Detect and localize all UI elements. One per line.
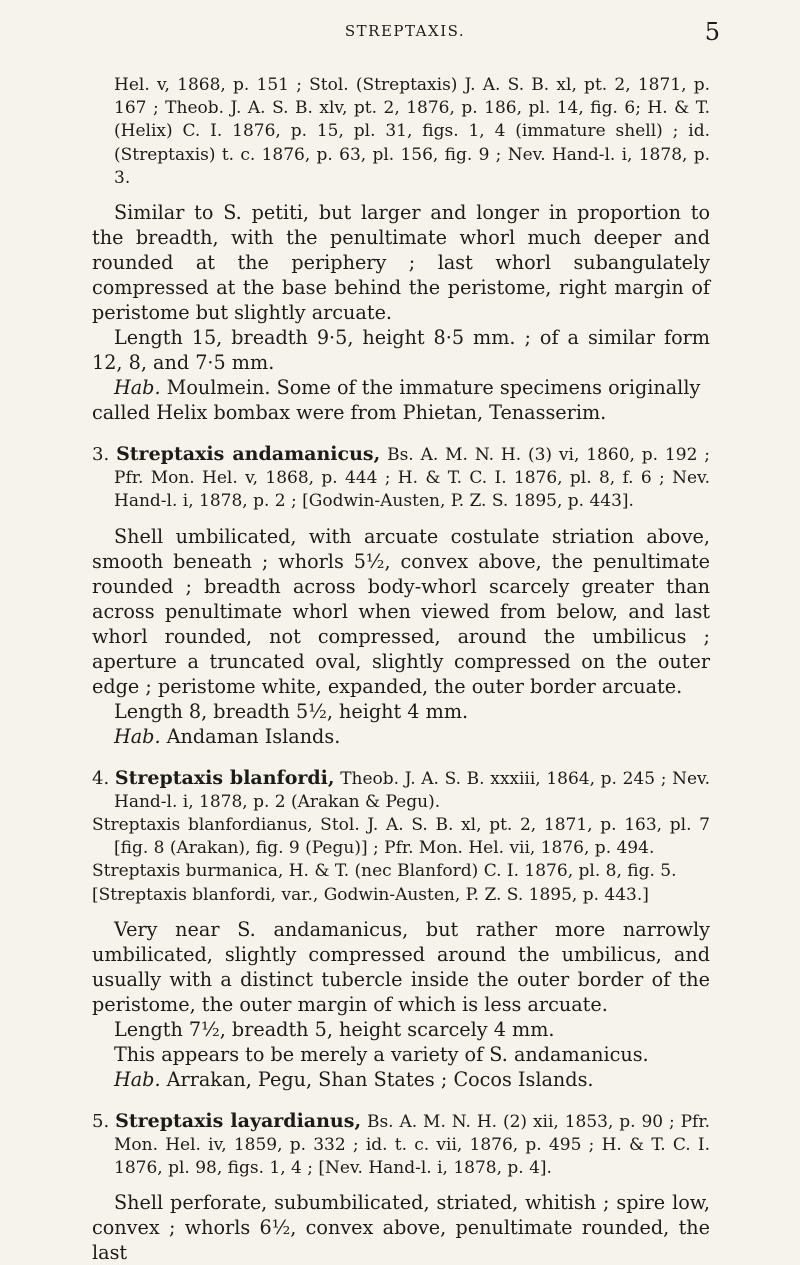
species-description: Shell umbilicated, with arcuate costulate striation above, smooth beneath ; whorls 5½, convex above, the penultimate rounded ; breadth across body-whorl scarcely greater than across penultimate whorl when viewed from below, and last whorl rounded, not compressed, around the umbilicus ; aperture a truncated oval, slightly compressed on the outer edge ; peristome white, expanded, the outer border arcuate. <box>92 524 710 698</box>
habitat-label: Hab. <box>114 1067 161 1091</box>
page-header <box>90 20 720 50</box>
synonym-reference: Streptaxis burmanica, H. & T. (nec Blanford) C. I. 1876, pl. 8, fig. 5. <box>92 861 677 882</box>
species-heading <box>92 766 711 814</box>
measurements: Length 15, breadth 9·5, height 8·5 mm. ; of a similar form 12, 8, and 7·5 mm. <box>92 326 710 375</box>
page-content <box>92 74 710 1265</box>
page-number: 5 <box>704 18 720 46</box>
habitat-label: Hab. <box>114 724 161 748</box>
species-number: 5. <box>92 1110 110 1132</box>
species-measurements: Length 8, breadth 5½, height 4 mm. <box>114 699 469 723</box>
habitat-label: Hab. <box>114 376 161 400</box>
species-entry <box>92 443 710 749</box>
species-number: 3. <box>92 444 110 466</box>
species-habitat <box>92 724 710 749</box>
habitat-text: Andaman Islands. <box>166 724 341 748</box>
reference-continuation: Hel. v, 1868, p. 151 ; Stol. (Streptaxis) J. A. S. B. xl, pt. 2, 1871, p. 167 ; Theob. J. A. S. B. xlv, pt. 2, 1876, p. 186, pl. 14, fig. 6; H. & T. (Helix) C. I. 1876, p. 15, pl. 31, figs. 1, 4 (immature shell) ; id. (Streptaxis) t. c. 1876, p. 63, pl. 156, fig. 9 ; Nev. Hand-l. i, 1878, p. 3. <box>114 75 710 188</box>
species-name: Streptaxis layardianus, <box>115 1109 362 1132</box>
species-remark: This appears to be merely a variety of S. andamanicus. <box>114 1042 649 1066</box>
habitat-text: Arrakan, Pegu, Shan States ; Cocos Islands. <box>166 1067 594 1091</box>
species-description: Very near S. andamanicus, but rather more narrowly umbilicated, slightly compressed around the umbilicus, and usually with a distinct tubercle inside the outer border of the peristome, the outer margin of which is less arcuate. <box>92 917 710 1016</box>
species-measurements: Length 7½, breadth 5, height scarcely 4 mm. <box>114 1017 555 1041</box>
species-entry <box>92 1110 710 1265</box>
species-number: 4. <box>92 767 110 789</box>
species-description: Shell perforate, subumbilicated, striated, whitish ; spire low, convex ; whorls 6½, convex above, penultimate rounded, the last <box>92 1191 710 1265</box>
species-reference: Theob. J. A. S. B. xxxiii, 1864, p. 245 ; Nev. Hand-l. i, 1878, p. 2 (Arakan & Pegu). <box>114 768 711 812</box>
synonym-reference: Streptaxis blanfordianus, Stol. J. A. S. B. xl, pt. 2, 1871, p. 163, pl. 7 [fig. 8 (Arakan), fig. 9 (Pegu)] ; Pfr. Mon. Hel. vii, 1876, p. 494. <box>92 815 710 859</box>
species-name: Streptaxis andamanicus, <box>116 443 381 466</box>
species-entry <box>92 767 710 1092</box>
habitat <box>92 375 710 425</box>
description-paragraph: Similar to S. petiti, but larger and longer in proportion to the breadth, with the penultimate whorl much deeper and rounded at the periphery ; last whorl subangulately compressed at the base behind the peristome, right margin of peristome but slightly arcuate. <box>92 201 710 325</box>
running-head: STREPTAXIS. <box>344 22 466 40</box>
habitat-text: Moulmein. Some of the immature specimens originally called Helix bombax were from Phietan, Tenasserim. <box>92 376 701 425</box>
species-name: Streptaxis blanfordi, <box>114 766 335 789</box>
species-heading <box>92 443 710 514</box>
species-reference: Bs. A. M. N. H. (2) xii, 1853, p. 90 ; Pfr. Mon. Hel. iv, 1859, p. 332 ; id. t. c. vii, 1876, p. 495 ; H. & T. C. I. 1876, pl. 98, figs. 1, 4 ; [Nev. Hand-l. i, 1878, p. 4]. <box>114 1111 710 1179</box>
species-reference: Bs. A. M. N. H. (3) vi, 1860, p. 192 ; Pfr. Mon. Hel. v, 1868, p. 444 ; H. & T. C. I. 1876, pl. 8, f. 6 ; Nev. Hand-l. i, 1878, p. 2 ; [Godwin-Austen, P. Z. S. 1895, p. 443]. <box>114 445 710 512</box>
species-habitat <box>92 1067 710 1092</box>
synonym-reference: [Streptaxis blanfordi, var., Godwin-Austen, P. Z. S. 1895, p. 443.] <box>92 884 649 905</box>
species-heading <box>92 1109 710 1181</box>
